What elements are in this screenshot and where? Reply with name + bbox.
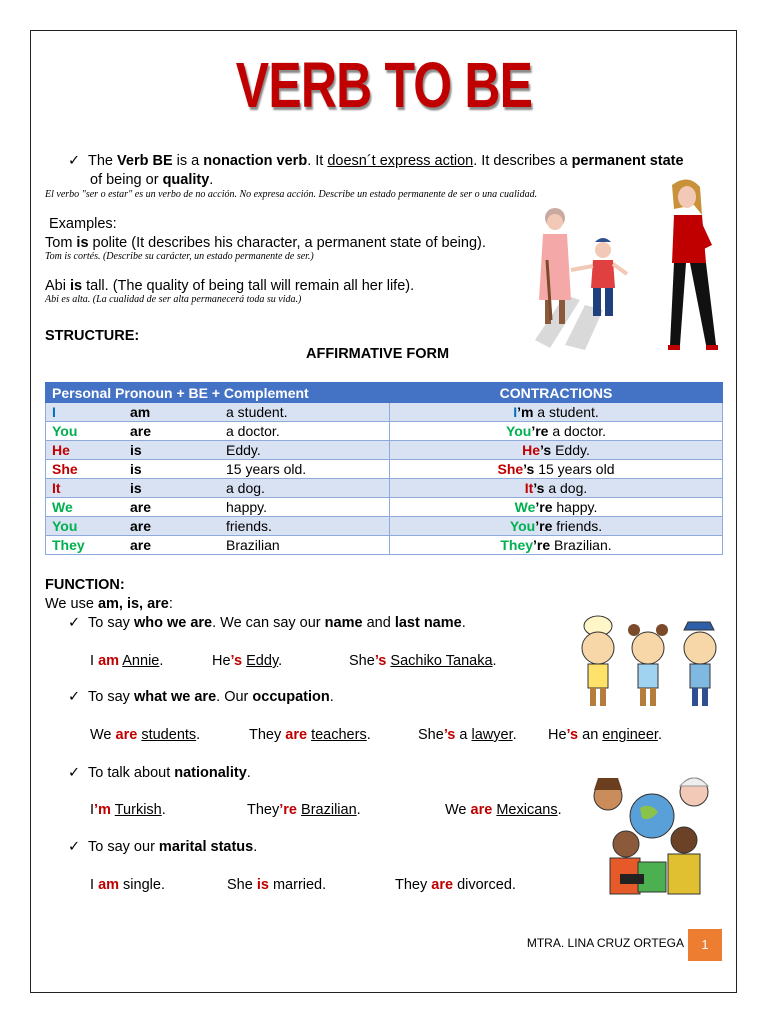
table-cell-form	[46, 403, 390, 422]
verb: are	[130, 499, 152, 515]
contraction-verb: ’re	[535, 518, 553, 534]
contraction-verb: ’s	[523, 461, 535, 477]
sentence-text: single.	[119, 877, 165, 893]
sentence-end: .	[366, 727, 371, 743]
intro-bold: quality	[162, 172, 210, 188]
sentence-verb: is	[256, 877, 269, 893]
table-cell-form	[46, 422, 390, 441]
sentence-end: .	[278, 653, 283, 669]
contraction-rest: friends.	[552, 518, 603, 534]
example-2	[45, 277, 414, 295]
bullet-text: To say	[88, 615, 134, 631]
sentence-subject: She	[349, 653, 375, 669]
example-verb: is	[76, 235, 89, 251]
function-intro	[45, 595, 173, 613]
example-sentence	[90, 726, 200, 744]
intro-text: . It describes a	[473, 153, 572, 169]
example-text: Abi	[45, 278, 70, 294]
pronoun: You	[52, 423, 78, 439]
contraction-rest: a student.	[533, 404, 599, 420]
sentence-key-word: teachers	[311, 727, 367, 743]
bullet-text: .	[246, 765, 251, 781]
bullet-bold: what we are	[133, 689, 217, 705]
verb: is	[130, 480, 142, 496]
contraction-pronoun: You	[509, 518, 536, 534]
contraction-verb: ’re	[533, 537, 551, 553]
sentence-key-word: Brazilian	[301, 802, 357, 818]
intro-text: The	[88, 153, 118, 169]
table-cell-form	[46, 441, 390, 460]
table-cell-form	[46, 536, 390, 555]
sentence-subject: I	[90, 877, 99, 893]
function-text: We use	[45, 596, 98, 612]
sentence-subject: I	[90, 653, 99, 669]
pronoun: You	[52, 518, 78, 534]
sentence-verb: are	[285, 727, 308, 743]
verb: are	[130, 423, 152, 439]
page-number: 1	[688, 929, 722, 961]
sentence-end: .	[159, 653, 164, 669]
intro-paragraph-line2	[90, 171, 213, 189]
bullet-text: To say our	[88, 839, 159, 855]
pronoun: It	[52, 480, 61, 496]
intro-underline: doesn´t express action	[327, 153, 474, 169]
contraction-verb: ’re	[535, 499, 553, 515]
table-row	[46, 498, 723, 517]
contraction-verb: ’m	[517, 404, 534, 420]
intro-spanish: El verbo "ser o estar" es un verbo de no acción. No expresa acción. Describe un estado permanente de ser o una cualidad.	[45, 189, 538, 200]
sentence-text: an	[578, 727, 603, 743]
bullet-text: . We can say our	[212, 615, 325, 631]
function-bullet-3	[68, 764, 251, 782]
function-bullet-1	[68, 614, 466, 632]
complement: a student.	[226, 404, 288, 420]
pronoun: She	[52, 461, 78, 477]
sentence-end: .	[557, 802, 562, 818]
example-1-spanish: Tom is cortés. (Describe su carácter, un estado permanente de ser.)	[45, 251, 314, 262]
verb: is	[130, 442, 142, 458]
example-sentence	[90, 652, 163, 670]
sentence-verb: are	[470, 802, 493, 818]
verb: is	[130, 461, 142, 477]
bullet-text: .	[461, 615, 466, 631]
sentence-verb: ’s	[374, 653, 387, 669]
sentence-key-word: Sachiko Tanaka	[390, 653, 493, 669]
sentence-subject: We	[90, 727, 116, 743]
intro-bold: permanent state	[571, 153, 684, 169]
table-row	[46, 441, 723, 460]
complement: happy.	[226, 499, 267, 515]
table-row	[46, 422, 723, 441]
sentence-verb: ’s	[230, 653, 243, 669]
kids-occupations-illustration	[574, 612, 726, 712]
sentence-subject: They	[249, 727, 286, 743]
intro-text: .	[209, 172, 214, 188]
complement: a dog.	[226, 480, 265, 496]
pronoun: I	[52, 404, 56, 420]
intro-text: is a	[172, 153, 204, 169]
table-cell-contraction	[390, 498, 723, 517]
sentence-verb: ’re	[279, 802, 297, 818]
verb: are	[130, 537, 152, 553]
structure-heading: STRUCTURE:	[45, 328, 140, 344]
example-sentence	[445, 801, 562, 819]
intro-bold: Verb BE	[117, 153, 173, 169]
example-sentence	[395, 876, 516, 894]
page-title: VERB TO BE	[235, 49, 533, 121]
table-cell-contraction	[390, 441, 723, 460]
table-cell-contraction	[390, 536, 723, 555]
grammar-table	[45, 382, 723, 555]
bullet-text: .	[253, 839, 258, 855]
table-cell-contraction	[390, 517, 723, 536]
woman-illustration	[650, 175, 725, 353]
intro-text: . It	[307, 153, 328, 169]
sentence-subject: She	[418, 727, 444, 743]
sentence-verb: ’m	[94, 802, 111, 818]
sentence-subject: I	[90, 802, 95, 818]
affirmative-heading: AFFIRMATIVE FORM	[306, 346, 450, 362]
contraction-rest: Brazilian.	[550, 537, 612, 553]
sentence-verb: ’s	[443, 727, 456, 743]
bullet-bold: occupation	[252, 689, 330, 705]
check-icon: ✓	[68, 765, 81, 781]
example-text: Tom	[45, 235, 77, 251]
example-sentence	[249, 726, 371, 744]
sentence-subject: They	[395, 877, 432, 893]
contraction-rest: 15 years old	[534, 461, 615, 477]
sentence-key-word: engineer	[602, 727, 658, 743]
example-sentence	[90, 876, 165, 894]
table-cell-form	[46, 517, 390, 536]
sentence-subject: They	[247, 802, 280, 818]
sentence-subject: He	[212, 653, 231, 669]
verb: am	[130, 404, 151, 420]
example-sentence	[212, 652, 282, 670]
sentence-verb: are	[115, 727, 138, 743]
grandmother-boy-illustration	[505, 200, 635, 352]
nationalities-illustration	[580, 766, 725, 900]
example-sentence	[418, 726, 517, 744]
function-heading: FUNCTION:	[45, 577, 125, 593]
sentence-key-word: Turkish	[114, 802, 162, 818]
bullet-text: and	[362, 615, 395, 631]
bullet-bold: last name	[394, 615, 462, 631]
sentence-end: .	[512, 727, 517, 743]
table-row	[46, 536, 723, 555]
footer-author: MTRA. LINA CRUZ ORTEGA	[526, 936, 684, 950]
contraction-pronoun: We	[514, 499, 536, 515]
sentence-verb: am	[98, 653, 120, 669]
example-sentence	[247, 801, 361, 819]
pronoun: We	[52, 499, 73, 515]
pronoun: They	[52, 537, 85, 553]
intro-text: of being or	[90, 172, 163, 188]
contraction-rest: Eddy.	[551, 442, 590, 458]
examples-heading: Examples:	[49, 216, 117, 232]
bullet-bold: nationality	[174, 765, 247, 781]
sentence-subject: We	[445, 802, 471, 818]
table-cell-contraction	[390, 403, 723, 422]
example-verb: is	[70, 278, 83, 294]
table-cell-contraction	[390, 460, 723, 479]
function-text: :	[168, 596, 173, 612]
sentence-text: married.	[268, 877, 327, 893]
bullet-text: . Our	[216, 689, 253, 705]
check-icon: ✓	[68, 615, 81, 631]
contraction-verb: ’re	[531, 423, 549, 439]
bullet-text: To say	[88, 689, 134, 705]
example-text: polite (It describes his character, a permanent state of being).	[88, 235, 486, 251]
table-body	[46, 403, 723, 555]
table-cell-form	[46, 498, 390, 517]
sentence-verb: ’s	[566, 727, 579, 743]
example-text: tall. (The quality of being tall will remain all her life).	[82, 278, 415, 294]
sentence-key-word: lawyer	[471, 727, 513, 743]
contraction-pronoun: I	[513, 404, 518, 420]
sentence-end: .	[657, 727, 662, 743]
table-row	[46, 460, 723, 479]
sentence-end: .	[161, 802, 166, 818]
intro-paragraph	[68, 152, 728, 170]
example-2-spanish: Abi es alta. (La cualidad de ser alta permanecerá toda su vida.)	[45, 294, 302, 305]
contraction-rest: a doctor.	[548, 423, 607, 439]
example-sentence	[548, 726, 662, 744]
bullet-text: To talk about	[88, 765, 175, 781]
bullet-bold: marital status	[158, 839, 254, 855]
sentence-end: .	[492, 653, 497, 669]
contraction-pronoun: You	[505, 423, 532, 439]
table-row	[46, 479, 723, 498]
sentence-subject: She	[227, 877, 257, 893]
verb: are	[130, 518, 152, 534]
pronoun: He	[52, 442, 70, 458]
table-cell-form	[46, 460, 390, 479]
function-bullet-4	[68, 838, 257, 856]
contraction-verb: ’s	[540, 442, 552, 458]
sentence-key-word: students	[141, 727, 197, 743]
sentence-key-word: Mexicans	[496, 802, 558, 818]
contraction-pronoun: It	[524, 480, 534, 496]
table-cell-contraction	[390, 479, 723, 498]
complement: Brazilian	[226, 537, 280, 553]
complement: Eddy.	[226, 442, 261, 458]
sentence-subject: He	[548, 727, 567, 743]
complement: 15 years old.	[226, 461, 307, 477]
sentence-text: a	[455, 727, 472, 743]
intro-bold: nonaction verb	[203, 153, 308, 169]
check-icon: ✓	[68, 839, 81, 855]
example-sentence	[227, 876, 326, 894]
bullet-bold: who we are	[133, 615, 213, 631]
complement: a doctor.	[226, 423, 280, 439]
sentence-key-word: Annie	[122, 653, 160, 669]
contraction-rest: happy.	[552, 499, 598, 515]
check-icon: ✓	[68, 153, 81, 169]
contraction-verb: ’s	[533, 480, 545, 496]
table-header-right: CONTRACTIONS	[390, 383, 723, 403]
contraction-pronoun: They	[500, 537, 534, 553]
table-header-row	[46, 383, 723, 403]
contraction-pronoun: She	[497, 461, 524, 477]
function-bullet-2	[68, 688, 334, 706]
sentence-end: .	[356, 802, 361, 818]
complement: friends.	[226, 518, 272, 534]
sentence-verb: am	[98, 877, 120, 893]
bullet-text: .	[329, 689, 334, 705]
table-row	[46, 517, 723, 536]
table-cell-contraction	[390, 422, 723, 441]
sentence-text: divorced.	[453, 877, 516, 893]
example-sentence	[349, 652, 497, 670]
sentence-end: .	[196, 727, 201, 743]
example-sentence	[90, 801, 166, 819]
table-cell-form	[46, 479, 390, 498]
sentence-verb: are	[431, 877, 454, 893]
sentence-key-word: Eddy	[246, 653, 279, 669]
table-header-left: Personal Pronoun + BE + Complement	[46, 383, 390, 403]
contraction-rest: a dog.	[544, 480, 588, 496]
check-icon: ✓	[68, 689, 81, 705]
function-bold: am, is, are	[97, 596, 169, 612]
table-row	[46, 403, 723, 422]
bullet-bold: name	[324, 615, 363, 631]
contraction-pronoun: He	[522, 442, 541, 458]
example-1	[45, 234, 525, 252]
